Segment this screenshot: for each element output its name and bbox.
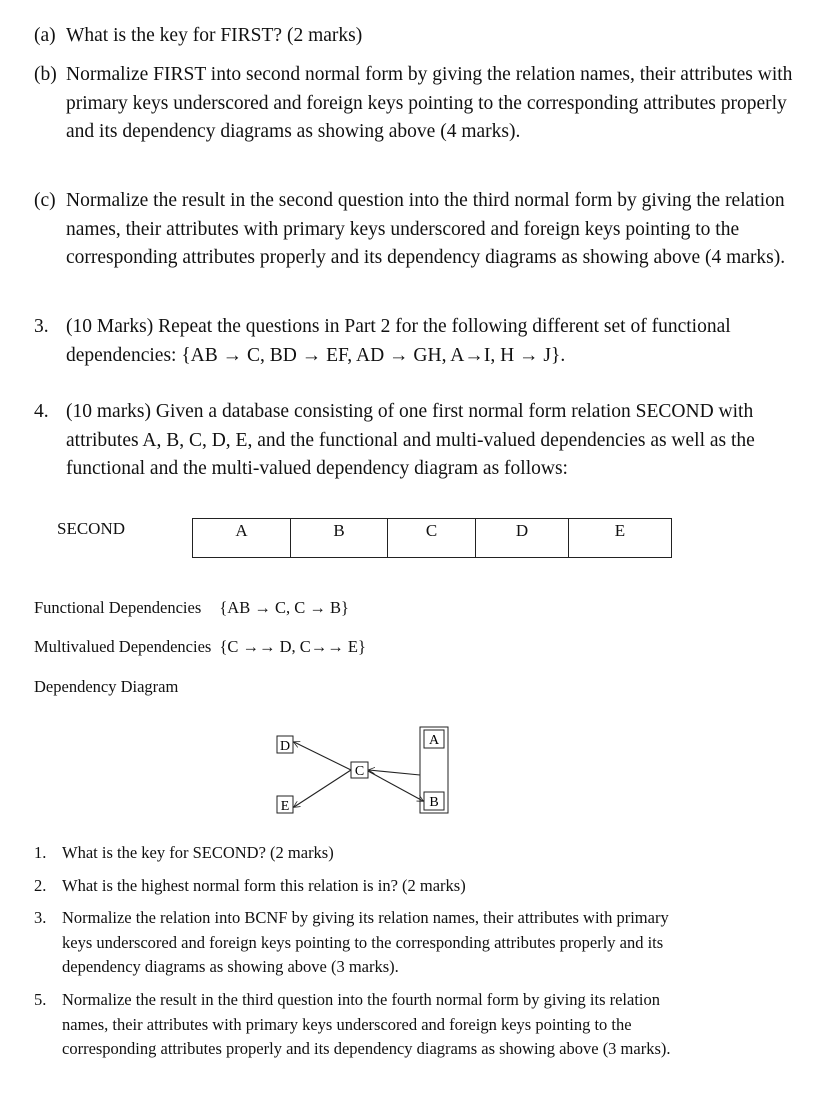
subquestion-3-text: Normalize the relation into BCNF by giving its relation names, their attributes with primary keys underscored and foreign keys pointing to the corresponding attributes properly and its dependency diagrams as showing above (3 marks). (62, 908, 669, 976)
multivalued-dependencies-label: Multivalued Dependencies (34, 637, 212, 656)
node-e (277, 796, 293, 814)
question-4-text: (10 marks) Given a database consisting of one first normal form relation SECOND with attributes A, B, C, D, E, and the functional and multi-valued dependencies as well as the functional and the multi-valued dependency diagram as follows: (66, 401, 755, 479)
question-3-text: (10 Marks) Repeat the questions in Part 2 for the following different set of functional dependencies: {AB → C, BD → EF, AD → GH, A→I, H → J}. (66, 316, 731, 366)
node-a (424, 730, 444, 748)
column-d: D (476, 519, 569, 557)
question-b-label: (b) (34, 64, 57, 85)
subquestion-3-label: 3. (34, 908, 47, 927)
question-a-label: (a) (34, 25, 56, 46)
subquestion-1-text: What is the key for SECOND? (2 marks) (62, 843, 334, 862)
relation-name: SECOND (57, 519, 126, 538)
subquestion-1-label: 1. (34, 843, 47, 862)
dependency-diagram (270, 725, 460, 820)
column-b: B (291, 519, 388, 557)
subquestion-2-text: What is the highest normal form this relation is in? (2 marks) (62, 876, 466, 895)
multivalued-dependencies (34, 637, 366, 657)
question-b-text: Normalize FIRST into second normal form by giving the relation names, their attributes with primary keys underscored and foreign keys pointing to the corresponding attributes properly and its dependency diagrams as showing above (4 marks). (66, 64, 793, 142)
node-e-label: E (280, 799, 290, 814)
question-c-label: (c) (34, 190, 56, 211)
subquestion-5-text: Normalize the result in the third question into the fourth normal form by giving its relation names, their attributes with primary keys underscored and foreign keys pointing to the corresponding attributes properly and its dependency diagrams as showing above (3 marks). (62, 990, 671, 1058)
column-a: A (193, 519, 291, 557)
functional-dependencies-label: Functional Dependencies (34, 598, 202, 617)
node-c (351, 762, 368, 779)
question-3-label: 3. (34, 316, 49, 337)
node-b-label: B (429, 795, 439, 810)
node-c-label: C (354, 764, 365, 779)
multivalued-dependencies-value: {C →→ D, C→→ E} (219, 637, 366, 656)
subquestion-5-label: 5. (34, 990, 47, 1009)
subquestion-2-label: 2. (34, 876, 47, 895)
node-d (277, 736, 293, 754)
question-a-text: What is the key for FIRST? (2 marks) (66, 25, 363, 46)
question-4-label: 4. (34, 401, 49, 422)
node-b (424, 792, 444, 810)
edge-ab-c (369, 770, 420, 775)
edge-c-e (294, 770, 351, 807)
functional-dependencies (34, 598, 349, 618)
question-c-text: Normalize the result in the second question into the third normal form by giving the relation names, their attributes with primary keys underscored and foreign keys pointing to the corresponding attributes properly and its dependency diagrams as showing above (4 marks). (66, 190, 786, 268)
relation-table (192, 518, 672, 558)
dependency-diagram-label: Dependency Diagram (34, 677, 179, 696)
column-e: E (614, 521, 626, 540)
node-d-label: D (279, 739, 291, 754)
edge-c-b (368, 771, 423, 801)
node-a-label: A (428, 733, 440, 748)
edge-c-d (294, 742, 351, 770)
column-c: C (388, 519, 476, 557)
functional-dependencies-value: {AB → C, C → B} (219, 598, 349, 617)
